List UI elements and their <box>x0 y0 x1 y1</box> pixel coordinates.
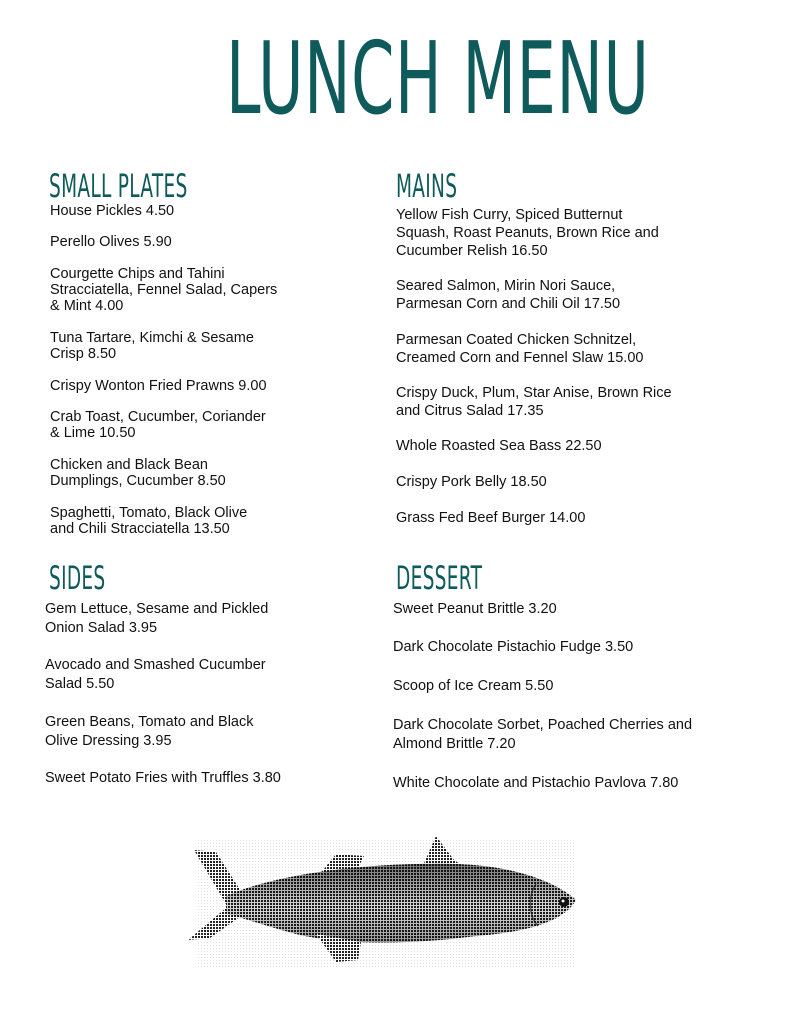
menu-item-line: Stracciatella, Fennel Salad, Capers <box>50 282 278 298</box>
section-heading-mains: MAINS <box>396 167 458 205</box>
menu-item-line: Dark Chocolate Pistachio Fudge 3.50 <box>393 639 634 655</box>
menu-item-line: Olive Dressing 3.95 <box>45 733 172 749</box>
menu-item-line: Crispy Duck, Plum, Star Anise, Brown Rice <box>396 385 672 401</box>
menu-item-line: & Mint 4.00 <box>50 298 124 314</box>
menu-item-line: House Pickles 4.50 <box>50 203 175 219</box>
menu-item <box>396 384 672 420</box>
menu-item <box>396 206 659 260</box>
section-heading-small-plates: SMALL PLATES <box>49 167 188 205</box>
menu-item <box>396 277 620 313</box>
menu-item <box>45 713 254 751</box>
menu-item-line: Perello Olives 5.90 <box>50 234 172 250</box>
menu-item-line: Salad 5.50 <box>45 676 115 692</box>
menu-item-line: Spaghetti, Tomato, Black Olive <box>50 505 248 521</box>
menu-item <box>50 203 174 219</box>
menu-item <box>393 600 557 619</box>
menu-item-line: Crab Toast, Cucumber, Coriander <box>50 409 266 425</box>
menu-item <box>50 505 247 537</box>
menu-item-line: Dark Chocolate Sorbet, Poached Cherries and <box>393 717 693 733</box>
menu-item <box>50 378 267 394</box>
menu-item-line: Gem Lettuce, Sesame and Pickled <box>45 601 269 617</box>
menu-item <box>50 234 172 250</box>
menu-item <box>393 638 633 657</box>
menu-item-line: and Citrus Salad 17.35 <box>396 403 544 419</box>
menu-item-line: Avocado and Smashed Cucumber <box>45 657 266 673</box>
menu-item <box>393 677 553 696</box>
menu-item-line: Sweet Peanut Brittle 3.20 <box>393 601 557 617</box>
menu-item-line: White Chocolate and Pistachio Pavlova 7.80 <box>393 775 679 791</box>
menu-item-line: Parmesan Corn and Chili Oil 17.50 <box>396 296 621 312</box>
menu-item-line: Crisp 8.50 <box>50 346 117 362</box>
menu-item-line: Dumplings, Cucumber 8.50 <box>50 473 226 489</box>
section-heading-sides: SIDES <box>49 559 106 597</box>
menu-item-line: Cucumber Relish 16.50 <box>396 243 548 259</box>
menu-item <box>396 331 643 367</box>
menu-item-line: Chicken and Black Bean <box>50 457 208 473</box>
menu-item-line: Parmesan Coated Chicken Schnitzel, <box>396 332 637 348</box>
menu-item <box>45 656 266 694</box>
menu-item <box>396 473 547 491</box>
menu-item-line: Whole Roasted Sea Bass 22.50 <box>396 438 602 454</box>
menu-item-line: Tuna Tartare, Kimchi & Sesame <box>50 330 254 346</box>
menu-item <box>393 716 692 754</box>
menu-item <box>45 769 281 788</box>
menu-item-line: Scoop of Ice Cream 5.50 <box>393 678 554 694</box>
fish-illustration <box>186 834 580 974</box>
menu-item-line: Squash, Roast Peanuts, Brown Rice and <box>396 225 659 241</box>
menu-item-line: Courgette Chips and Tahini <box>50 266 225 282</box>
menu-item-line: Seared Salmon, Mirin Nori Sauce, <box>396 278 616 294</box>
menu-item-line: Creamed Corn and Fennel Slaw 15.00 <box>396 350 644 366</box>
menu-item <box>50 457 226 489</box>
page-title: LUNCH MENU <box>226 20 650 137</box>
menu-item <box>50 409 266 441</box>
menu-item <box>45 600 268 638</box>
menu-item <box>50 330 254 362</box>
menu-item-line: Onion Salad 3.95 <box>45 620 158 636</box>
menu-item-line: Yellow Fish Curry, Spiced Butternut <box>396 207 623 223</box>
menu-item <box>50 266 277 314</box>
menu-item <box>396 437 602 455</box>
section-heading-dessert: DESSERT <box>396 559 483 597</box>
menu-item-line: Almond Brittle 7.20 <box>393 736 516 752</box>
menu-item-line: Sweet Potato Fries with Truffles 3.80 <box>45 770 281 786</box>
menu-item-line: and Chili Stracciatella 13.50 <box>50 521 230 537</box>
menu-item <box>396 509 585 527</box>
menu-item-line: Crispy Wonton Fried Prawns 9.00 <box>50 378 267 394</box>
menu-item <box>393 774 678 793</box>
menu-item-line: Grass Fed Beef Burger 14.00 <box>396 510 586 526</box>
menu-item-line: Green Beans, Tomato and Black <box>45 714 254 730</box>
menu-item-line: & Lime 10.50 <box>50 425 136 441</box>
menu-item-line: Crispy Pork Belly 18.50 <box>396 474 547 490</box>
